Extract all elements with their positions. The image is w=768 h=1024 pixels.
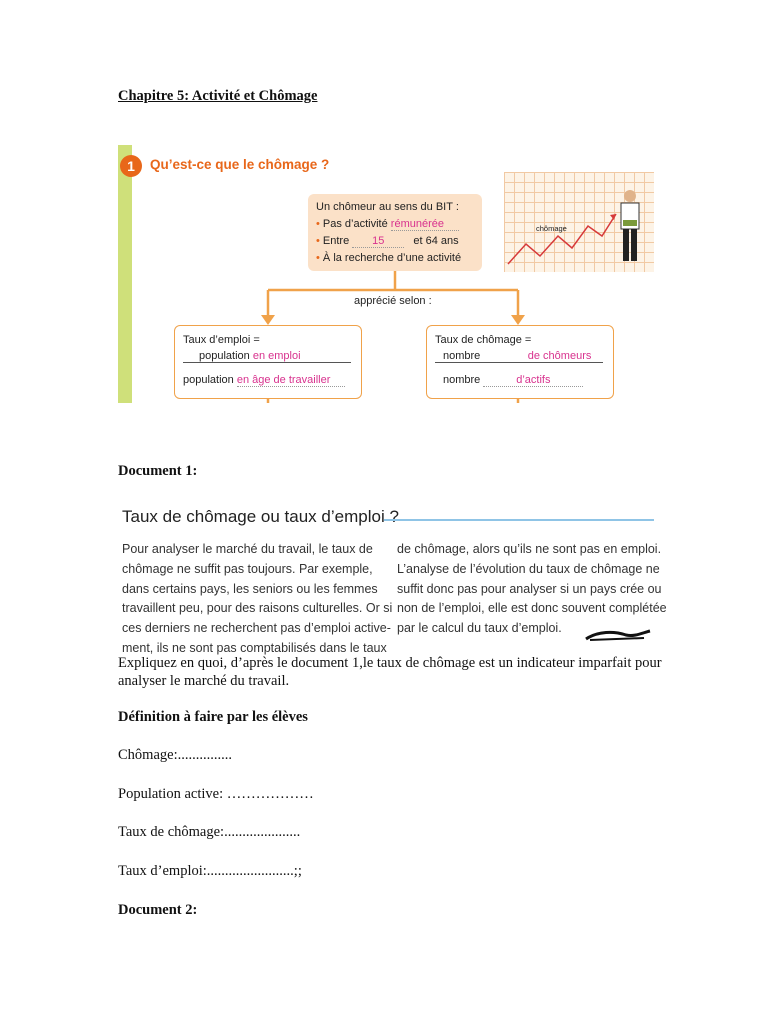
bit-definition-box <box>308 194 482 271</box>
unemployment-graph-illustration <box>504 172 654 272</box>
chomage-den-fill: d’actifs <box>483 374 583 387</box>
doc1-title: Taux de chômage ou taux d’emploi ? <box>122 507 399 526</box>
bit-heading: Un chômeur au sens du BIT : <box>316 201 459 213</box>
definition-chomage: Chômage:............... <box>118 747 232 763</box>
doc1-right-line: non de l’emploi, elle est donc souvent complétée <box>397 601 667 616</box>
doc1-left-line: dans certains pays, les seniors ou les femmes <box>122 581 378 596</box>
person-figure-icon <box>621 190 639 261</box>
title-rule <box>384 519 654 521</box>
doc1-left-line: ces derniers ne recherchent pas d’emploi active- <box>122 621 391 636</box>
doc1-right-line: de chômage, alors qu’ils ne sont pas en emploi. <box>397 542 662 556</box>
emploi-num-fill: en emploi <box>253 350 323 363</box>
taux-emploi-box <box>174 325 362 399</box>
doc2-heading: Document 2: <box>118 902 198 918</box>
definitions-heading: Définition à faire par les élèves <box>118 709 308 725</box>
doc1-left-line: travaillent peu, pour des raisons culturelles. Or si <box>122 601 393 616</box>
bullet-icon: • <box>316 252 320 264</box>
scribble-mark-icon <box>584 627 654 643</box>
fraction-bar <box>435 362 603 363</box>
doc1-left-line: chômage ne suffit pas toujours. Par exemple, <box>122 561 373 576</box>
chomage-num-text: nombre <box>443 350 481 362</box>
bit-line2-fill: 15 <box>352 235 404 248</box>
figure-1 <box>118 145 654 403</box>
doc1-left-line: ment, ils ne sont pas comptabilisés dans le taux <box>122 640 387 655</box>
definition-population-active: Population active: ……………… <box>118 786 314 802</box>
doc1-right-line: suffit donc pas pour analyser si un pays crée ou <box>397 581 662 596</box>
apprecie-label: apprécié selon : <box>354 295 432 307</box>
trend-line-icon <box>504 172 654 272</box>
chapter-title: Chapitre 5: Activité et Chômage <box>118 88 318 104</box>
figure-number-badge: 1 <box>120 155 142 177</box>
bullet-icon: • <box>316 235 320 247</box>
bit-line3-text: À la recherche d’une activité <box>322 252 462 264</box>
emploi-den-text: population <box>183 374 234 386</box>
doc1-heading: Document 1: <box>118 463 198 479</box>
taux-emploi-title: Taux d’emploi = <box>183 334 260 346</box>
fraction-bar <box>183 362 351 363</box>
emploi-num-text: population <box>199 350 250 362</box>
document-1 <box>118 505 667 655</box>
doc1-right-line: par le calcul du taux d’emploi. <box>397 621 562 636</box>
definition-taux-chomage: Taux de chômage:..................... <box>118 824 301 840</box>
bit-line2-end: et 64 ans <box>413 235 459 247</box>
taux-chomage-title: Taux de chômage = <box>435 334 532 346</box>
bullet-icon: • <box>316 218 320 230</box>
doc1-right-column <box>397 540 667 639</box>
bit-line1-fill: rémunérée <box>391 218 459 231</box>
figure-title: Qu’est-ce que le chômage ? <box>150 157 330 172</box>
question-line: Expliquez en quoi, d’après le document 1,le taux de chômage est un indicateur imparfait pour <box>118 655 662 671</box>
doc1-right-line: L’analyse de l’évolution du taux de chômage ne <box>397 561 660 576</box>
chomage-num-fill: de chômeurs <box>483 350 591 363</box>
bit-line2-text: Entre <box>322 235 350 247</box>
emploi-den-fill: en âge de travailler <box>237 374 345 387</box>
doc1-left-column <box>122 540 393 659</box>
bit-line1-text: Pas d’activité <box>322 218 388 230</box>
graph-label: chômage <box>536 224 567 233</box>
definition-taux-emploi: Taux d’emploi:........................;; <box>118 863 302 879</box>
taux-chomage-box <box>426 325 614 399</box>
question-paragraph <box>118 654 662 690</box>
question-line: analyser le marché du travail. <box>118 673 290 689</box>
doc1-left-line: Pour analyser le marché du travail, le taux de <box>122 542 373 556</box>
side-bar <box>118 145 132 403</box>
chomage-den-text: nombre <box>443 374 481 386</box>
